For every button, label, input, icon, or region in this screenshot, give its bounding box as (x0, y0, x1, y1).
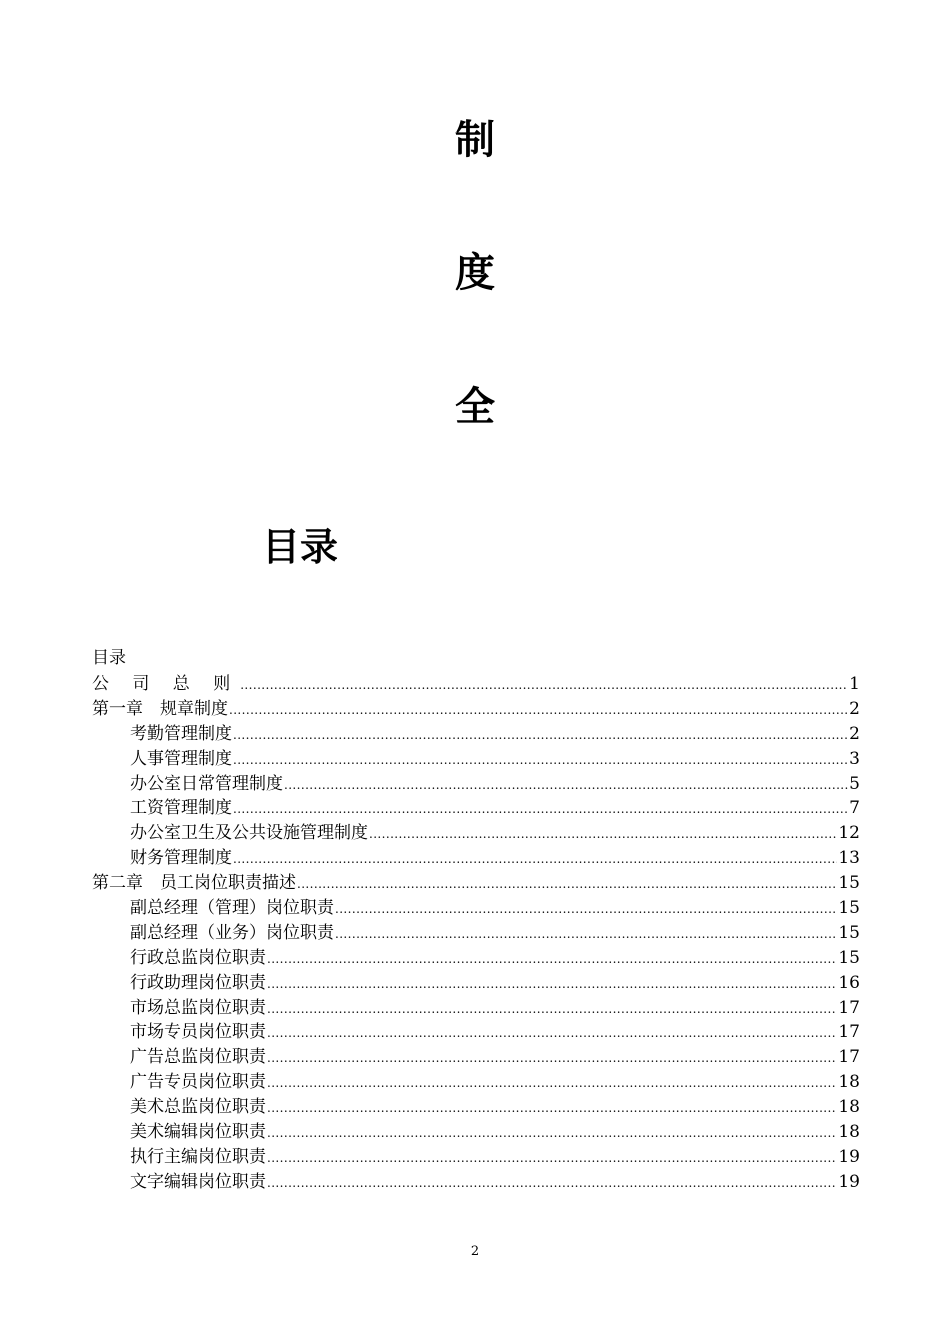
toc-entry-page: 17 (838, 1047, 860, 1068)
toc-heading: 目录 (262, 525, 339, 569)
toc-entry-title: 考勤管理制度 (130, 723, 232, 744)
toc-entry[interactable] (92, 672, 860, 697)
toc-entry-title: 广告专员岗位职责 (130, 1072, 266, 1093)
toc-entry-title: 美术编辑岗位职责 (130, 1122, 266, 1143)
toc-entry-title: 办公室卫生及公共设施管理制度 (130, 823, 368, 844)
toc-entry[interactable] (92, 722, 860, 747)
toc-entry[interactable] (92, 921, 860, 946)
toc-entry-title: 副总经理（管理）岗位职责 (130, 898, 334, 919)
toc-entry-title: 人事管理制度 (130, 748, 232, 769)
toc-entry-title: 财务管理制度 (130, 848, 232, 869)
toc-entry[interactable] (92, 996, 860, 1021)
toc-entry-title: 副总经理（业务）岗位职责 (130, 922, 334, 943)
toc-leader-dots (297, 871, 837, 896)
toc-leader-dots (369, 821, 837, 846)
toc-entry-page: 16 (838, 972, 860, 993)
toc-entry[interactable] (92, 1045, 860, 1070)
toc-entry[interactable] (92, 747, 860, 772)
toc-entry-page: 19 (838, 1146, 860, 1167)
toc-label: 目录 (92, 648, 126, 668)
toc-entry-page: 1 (849, 674, 860, 694)
toc-leader-dots (233, 747, 848, 772)
toc-entry-page: 15 (838, 922, 860, 943)
toc-entry-title: 文字编辑岗位职责 (130, 1171, 266, 1192)
toc-entry-page: 5 (849, 773, 860, 794)
toc-entry-title: 美术总监岗位职责 (130, 1097, 266, 1118)
toc-entry-page: 2 (849, 698, 860, 719)
toc-leader-dots (233, 846, 837, 871)
title-char-1: 制 (455, 117, 495, 163)
toc-entry[interactable] (92, 846, 860, 871)
page-number: 2 (470, 1244, 480, 1259)
toc-entry[interactable] (92, 1020, 860, 1045)
toc-entry-page: 17 (838, 997, 860, 1018)
toc-leader-dots (267, 1045, 837, 1070)
toc-entry-page: 19 (838, 1171, 860, 1192)
toc-entry-page: 18 (838, 1122, 860, 1143)
toc-entry-page: 3 (849, 748, 860, 769)
toc-entry[interactable] (92, 1145, 860, 1170)
toc-entry[interactable] (92, 772, 860, 797)
toc-entry-title: 广告总监岗位职责 (130, 1047, 266, 1068)
toc-leader-dots (233, 796, 848, 821)
toc-entry-title: 行政助理岗位职责 (130, 972, 266, 993)
toc-entry-title: 工资管理制度 (130, 798, 232, 819)
toc-leader-dots (229, 697, 848, 722)
title-char-2: 度 (455, 250, 495, 296)
toc-leader-dots (267, 971, 837, 996)
toc-entry[interactable] (92, 896, 860, 921)
toc-entry-page: 15 (838, 873, 860, 894)
toc-entry-title: 市场专员岗位职责 (130, 1022, 266, 1043)
title-char-3: 全 (455, 384, 495, 430)
toc-leader-dots (284, 772, 848, 797)
toc-entry-title: 第二章 员工岗位职责描述 (92, 873, 296, 894)
toc-entry-title: 行政总监岗位职责 (130, 947, 266, 968)
toc-entry-title: 办公室日常管理制度 (130, 773, 283, 794)
toc-leader-dots (335, 896, 837, 921)
toc-entry[interactable] (92, 871, 860, 896)
toc-entry[interactable] (92, 1070, 860, 1095)
toc-entry[interactable] (92, 821, 860, 846)
toc-entry-page: 7 (849, 798, 860, 819)
toc-entry[interactable] (92, 971, 860, 996)
toc-leader-dots (267, 1120, 837, 1145)
toc-entry-title: 第一章 规章制度 (92, 698, 228, 719)
toc-leader-dots (267, 1170, 837, 1195)
toc-list (92, 672, 860, 1195)
toc-entry-page: 12 (838, 823, 860, 844)
toc-entry-title: 公 司 总 则 (92, 674, 240, 694)
toc-entry-page: 17 (838, 1022, 860, 1043)
toc-entry[interactable] (92, 1120, 860, 1145)
toc-entry[interactable] (92, 946, 860, 971)
toc-leader-dots (267, 1095, 837, 1120)
toc-entry-page: 15 (838, 898, 860, 919)
toc-entry-title: 执行主编岗位职责 (130, 1146, 266, 1167)
toc-leader-dots (267, 946, 837, 971)
toc-entry[interactable] (92, 1170, 860, 1195)
toc-entry-page: 18 (838, 1097, 860, 1118)
toc-entry-page: 15 (838, 947, 860, 968)
toc-leader-dots (335, 921, 837, 946)
toc-entry-page: 18 (838, 1072, 860, 1093)
toc-leader-dots (267, 1070, 837, 1095)
toc-leader-dots (267, 1020, 837, 1045)
toc-leader-dots (240, 672, 848, 697)
toc-entry[interactable] (92, 796, 860, 821)
toc-entry-page: 13 (838, 848, 860, 869)
toc-entry-page: 2 (849, 723, 860, 744)
toc-entry[interactable] (92, 697, 860, 722)
toc-entry[interactable] (92, 1095, 860, 1120)
toc-entry-title: 市场总监岗位职责 (130, 997, 266, 1018)
toc-leader-dots (233, 722, 848, 747)
toc-leader-dots (267, 996, 837, 1021)
toc-leader-dots (267, 1145, 837, 1170)
